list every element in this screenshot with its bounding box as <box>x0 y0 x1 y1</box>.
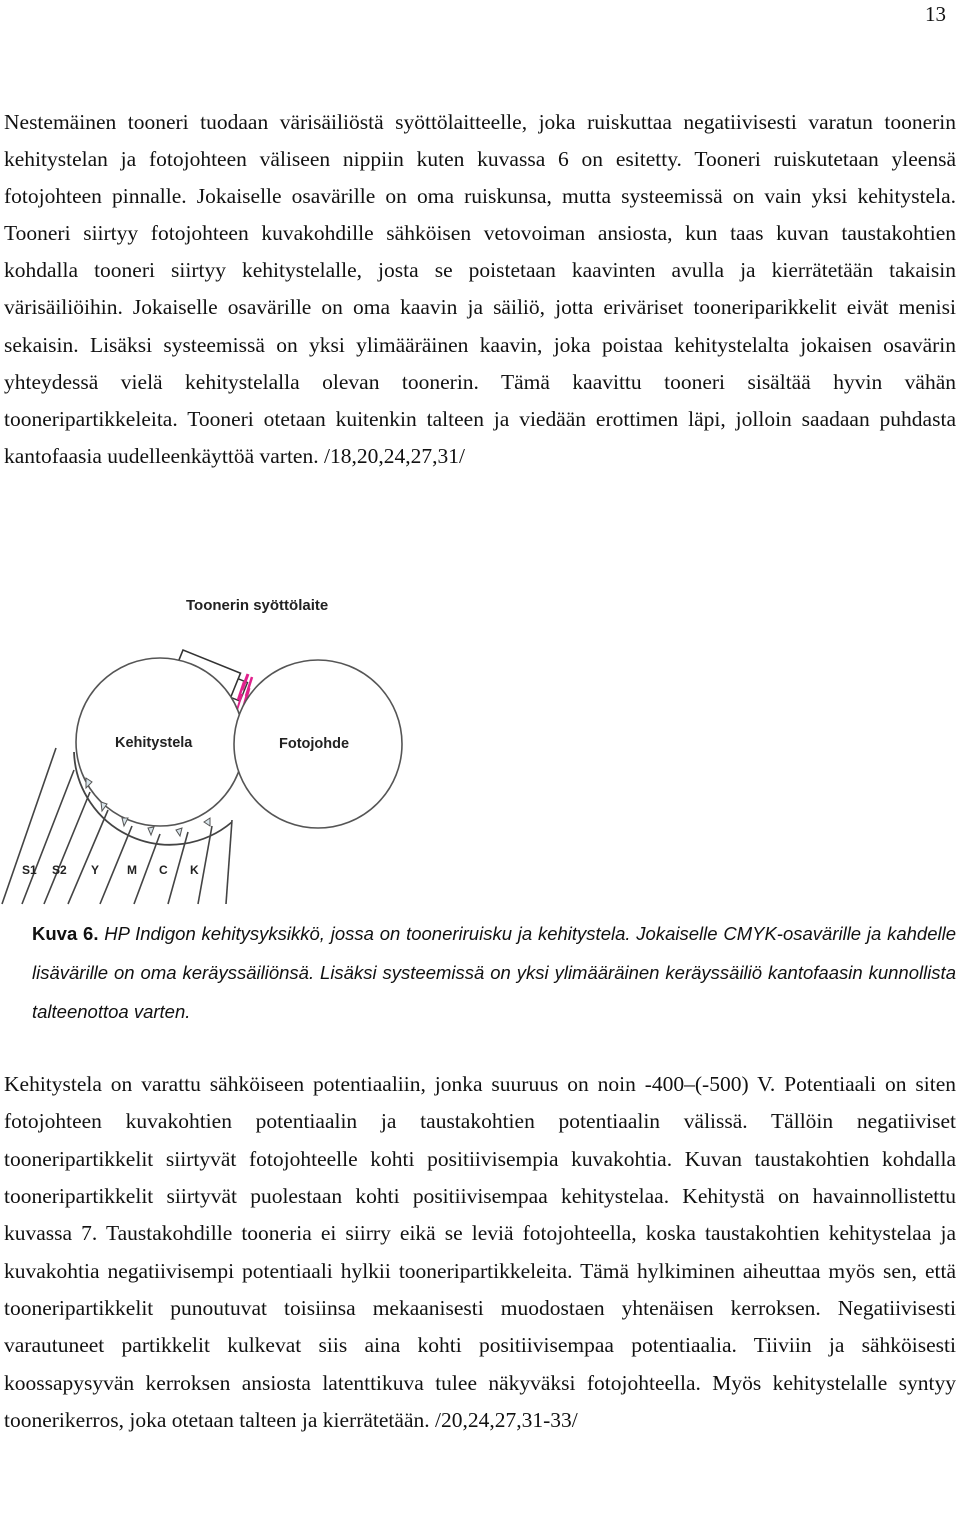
container-label-c: C <box>159 863 168 877</box>
figure-caption <box>32 914 956 1031</box>
caption-label: Kuva 6. <box>32 923 99 944</box>
container-labels <box>22 863 199 877</box>
container-label-m: M <box>127 863 137 877</box>
container-label-k: K <box>190 863 199 877</box>
container-label-y: Y <box>91 863 100 877</box>
container-label-s1: S1 <box>22 863 37 877</box>
body-paragraph-1: Nestemäinen tooneri tuodaan värisäiliöstä syöttölaitteelle, joka ruiskuttaa negatiivisesti varatun toonerin kehitystelan ja fotojohteen väliseen nippiin kuten kuvassa 6 on esitetty. Tooneri ruiskutetaan yleensä fotojohteen pinnalle. Jokaiselle osavärille on oma ruiskunsa, mutta systeemissä on vain yksi kehitystela. Tooneri siirtyy fotojohteen kuvakohdille sähköisen vetovoiman ansiosta, kun taas kuvan taustakohtien kohdalla tooneri siirtyy kehitystelalle, josta se poistetaan kaavinten avulla ja kierrätetään takaisin värisäiliöihin. Jokaiselle osavärille on oma kaavin ja säiliö, jotta eriväriset tooneriparikkelit eivät menisi sekaisin. Lisäksi systeemissä on yksi ylimääräinen kaavin, joka poistaa kehitystelalta jokaisen osavärin yhteydessä vielä kehitystelalla olevan toonerin. Tämä kaavittu tooneri sisältää hyvin vähän tooneripartikkeleita. Tooneri otetaan kuitenkin talteen ja viedään erottimen läpi, jolloin saadaan puhdasta kantofaasia uudelleenkäyttöä varten. /18,20,24,27,31/ <box>4 110 956 468</box>
caption-text: HP Indigon kehitysyksikkö, jossa on tooneriruisku ja kehitystela. Jokaiselle CMYK-osavärille ja kahdelle lisävärille on oma keräyssäiliönsä. Lisäksi systeemissä on yksi ylimääräinen keräyssäiliö kantofaasin kunnollista talteenottoa varten. <box>32 923 956 1022</box>
photoconductor-label: Fotojohde <box>279 736 350 752</box>
developer-unit-diagram <box>0 582 420 912</box>
feeder-label: Toonerin syöttölaite <box>186 597 329 614</box>
developer-roller-label: Kehitystela <box>115 735 193 751</box>
container-label-s2: S2 <box>52 863 67 877</box>
page-number: 13 <box>925 2 946 26</box>
body-paragraph-2: Kehitystela on varattu sähköiseen potentiaaliin, jonka suuruus on noin -400–(-500) V. Potentiaali on siten fotojohteen kuvakohtien potentiaalin ja taustakohtien potentiaalin välissä. Tällöin negatiiviset tooneripartikkelit siirtyvät fotojohteelle kohti positiivisempia kuvakohtia. Kuvan taustakohtien kohdalla tooneripartikkelit siirtyvät puolestaan kohti positiivisempaa kehitystelaa. Kehitystä on havainnollistettu kuvassa 7. Taustakohdille tooneria ei siirry eikä se leviä fotojohteella, koska taustakohtien kehitystelaa ja kuvakohtia negatiivisempi potentiaali hylkii tooneripartikkeleita. Tämä hylkiminen aiheuttaa myös sen, että tooneripartikkelit punoutuvat toisiinsa mekaanisesti muodostaen yhtenäisen kerroksen. Negatiivisesti varautuneet partikkelit kulkevat siis aina kohti positiivisempaa potentiaalia. Tiiviin ja sähköisesti koossapysyvän kerroksen ansiosta latenttikuva tulee näkyväksi fotojohteella. Myös kehitystelalle syntyy toonerikerros, joka otetaan talteen ja kierrätetään. /20,24,27,31-33/ <box>4 1072 956 1433</box>
figure-developer-unit <box>0 582 420 912</box>
